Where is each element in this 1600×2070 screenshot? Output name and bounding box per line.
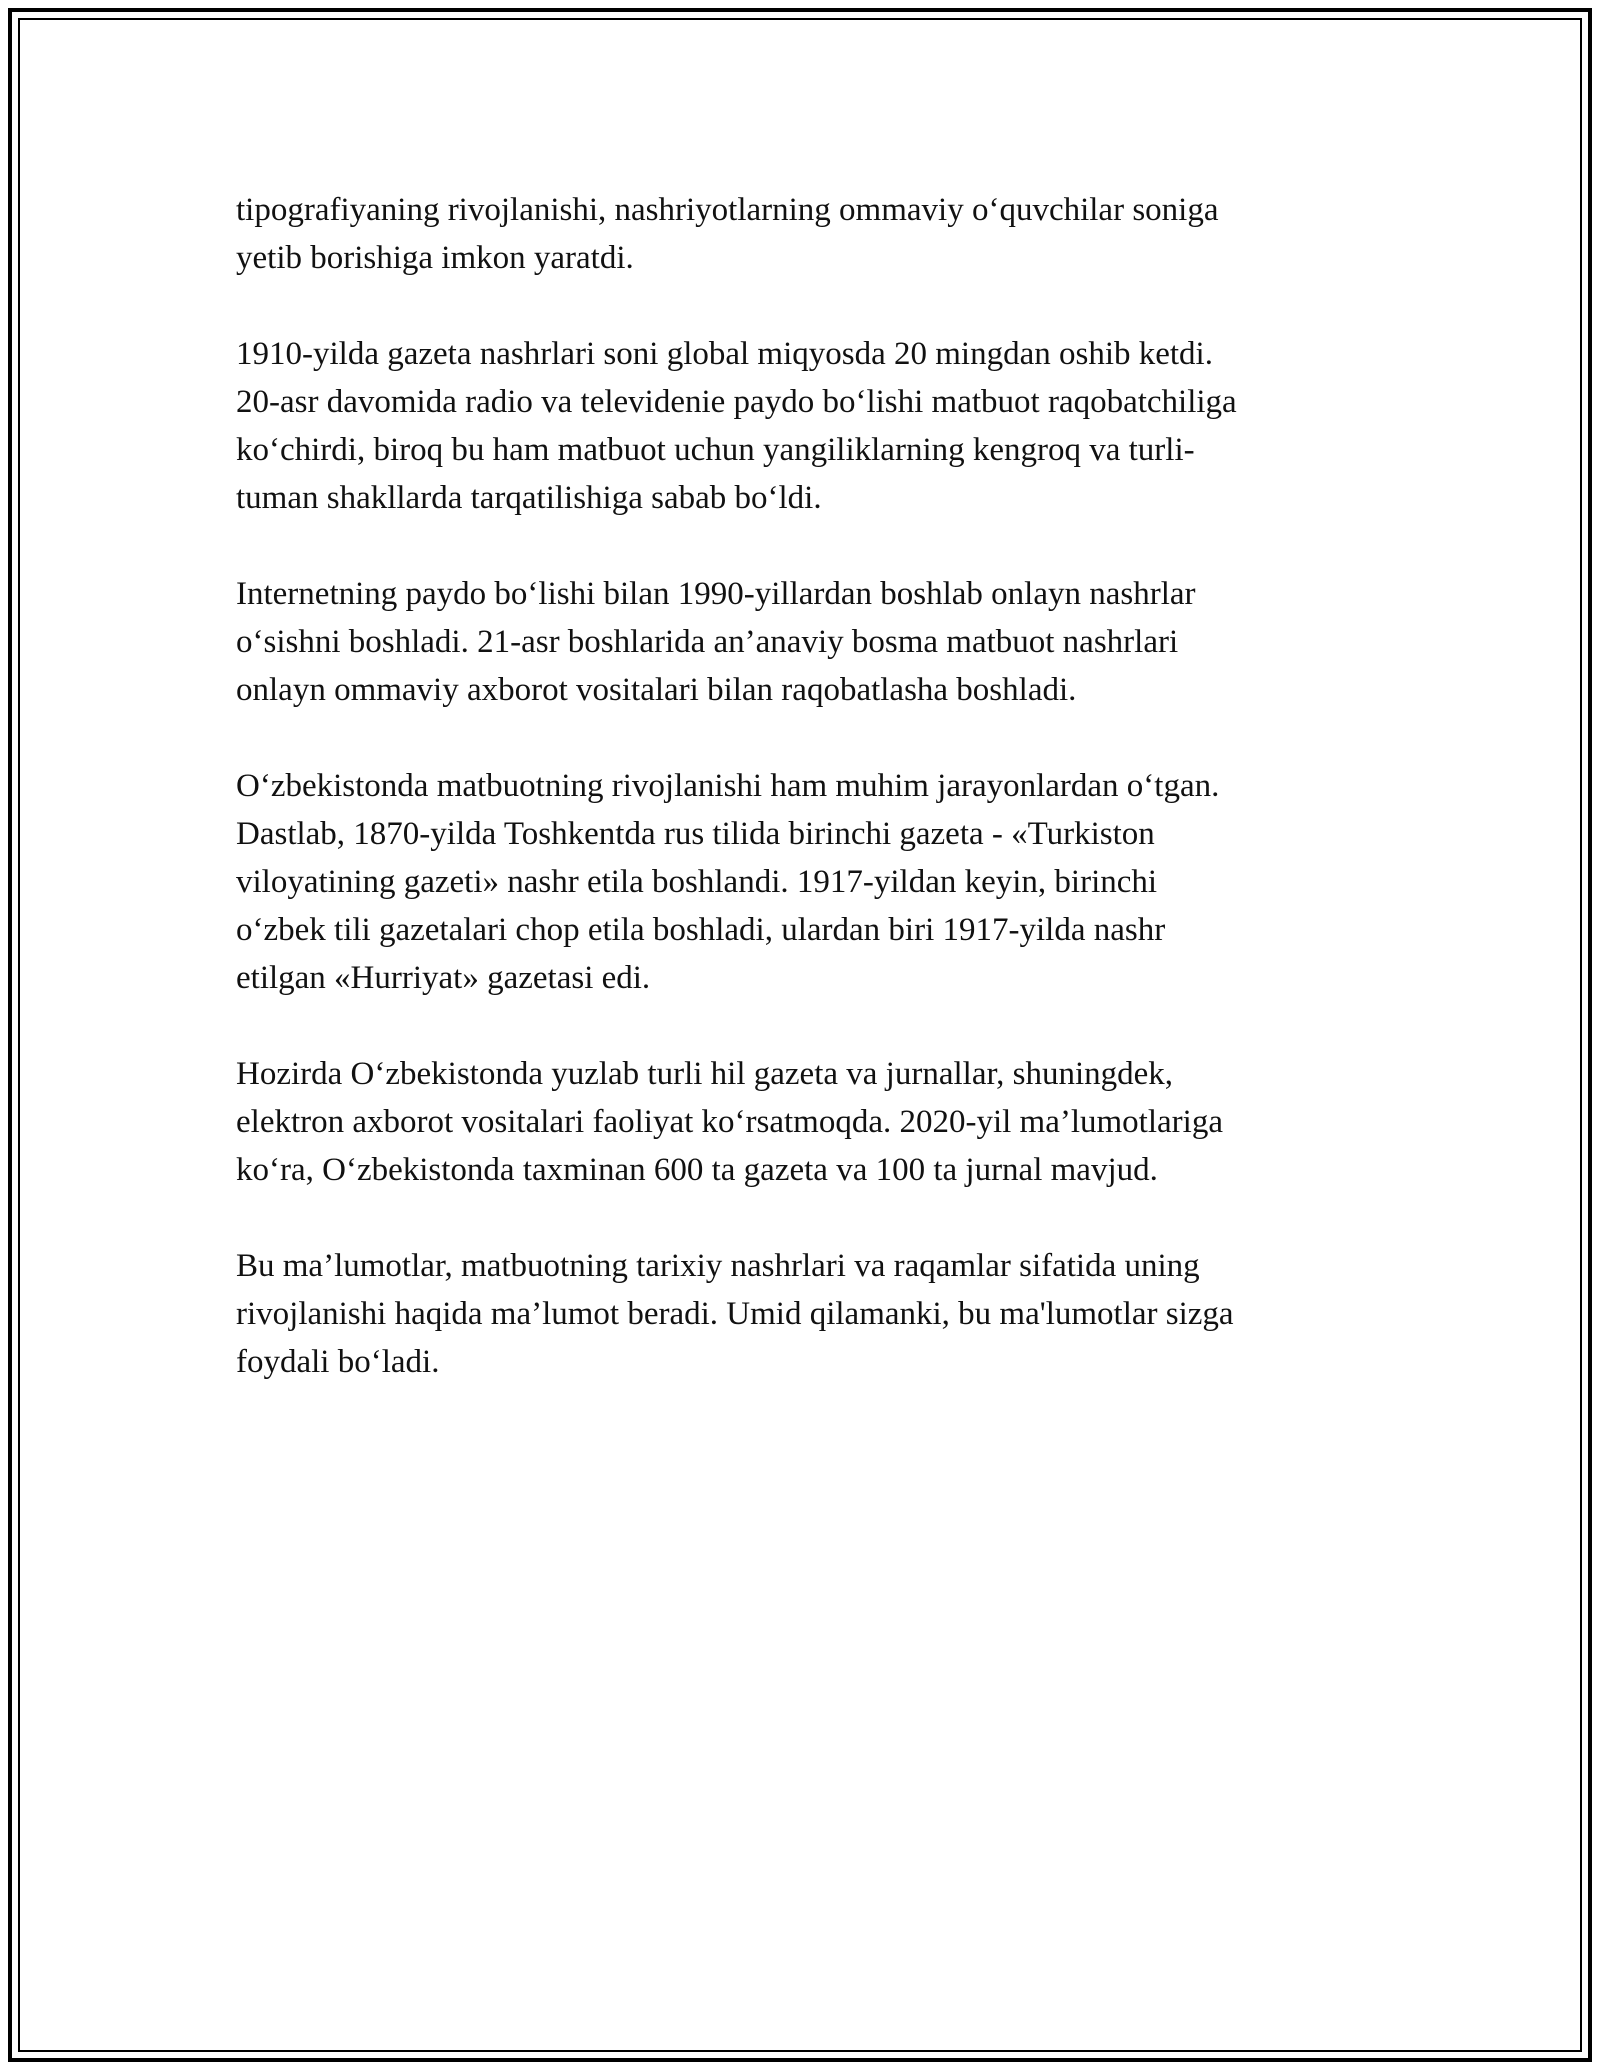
text-line: Dastlab, 1870-yilda Toshkentda rus tilida birinchi gazeta - «Turkiston [236, 816, 1155, 852]
text-line: o‘zbek tili gazetalari chop etila boshladi, ulardan biri 1917-yilda nashr [236, 912, 1166, 948]
paragraph [236, 186, 1366, 282]
text-line: Hozirda O‘zbekistonda yuzlab turli hil gazeta va jurnallar, shuningdek, [236, 1056, 1174, 1092]
text-line: o‘sishni boshladi. 21-asr boshlarida an’anaviy bosma matbuot nashrlari [236, 624, 1179, 660]
paragraph [236, 762, 1366, 1002]
text-line: O‘zbekistonda matbuotning rivojlanishi ham muhim jarayonlardan o‘tgan. [236, 768, 1220, 804]
text-line: 1910-yilda gazeta nashrlari soni global miqyosda 20 mingdan oshib ketdi. [236, 336, 1213, 372]
text-line: foydali bo‘ladi. [236, 1344, 440, 1380]
text-line: yetib borishiga imkon yaratdi. [236, 240, 634, 276]
text-line: rivojlanishi haqida ma’lumot beradi. Umid qilamanki, bu ma'lumotlar sizga [236, 1296, 1234, 1332]
text-line: etilgan «Hurriyat» gazetasi edi. [236, 960, 651, 996]
paragraph [236, 1050, 1366, 1194]
text-line: 20-asr davomida radio va televidenie paydo bo‘lishi matbuot raqobatchiliga [236, 384, 1237, 420]
text-line: viloyatining gazeti» nashr etila boshlandi. 1917-yildan keyin, birinchi [236, 864, 1158, 900]
text-line: ko‘ra, O‘zbekistonda taxminan 600 ta gazeta va 100 ta jurnal mavjud. [236, 1152, 1158, 1188]
text-line: onlayn ommaviy axborot vositalari bilan raqobatlasha boshladi. [236, 672, 1077, 708]
text-line: tipografiyaning rivojlanishi, nashriyotlarning ommaviy o‘quvchilar soniga [236, 192, 1219, 228]
paragraph [236, 1242, 1366, 1386]
text-line: Internetning paydo bo‘lishi bilan 1990-yillardan boshlab onlayn nashrlar [236, 576, 1196, 612]
paragraph [236, 570, 1366, 714]
paragraph [236, 330, 1366, 522]
text-line: tuman shakllarda tarqatilishiga sabab bo‘ldi. [236, 480, 822, 516]
text-line: elektron axborot vositalari faoliyat ko‘rsatmoqda. 2020-yil ma’lumotlariga [236, 1104, 1223, 1140]
document-body [236, 186, 1366, 1434]
text-line: Bu ma’lumotlar, matbuotning tarixiy nashrlari va raqamlar sifatida uning [236, 1248, 1200, 1284]
text-line: ko‘chirdi, biroq bu ham matbuot uchun yangiliklarning kengroq va turli- [236, 432, 1195, 468]
